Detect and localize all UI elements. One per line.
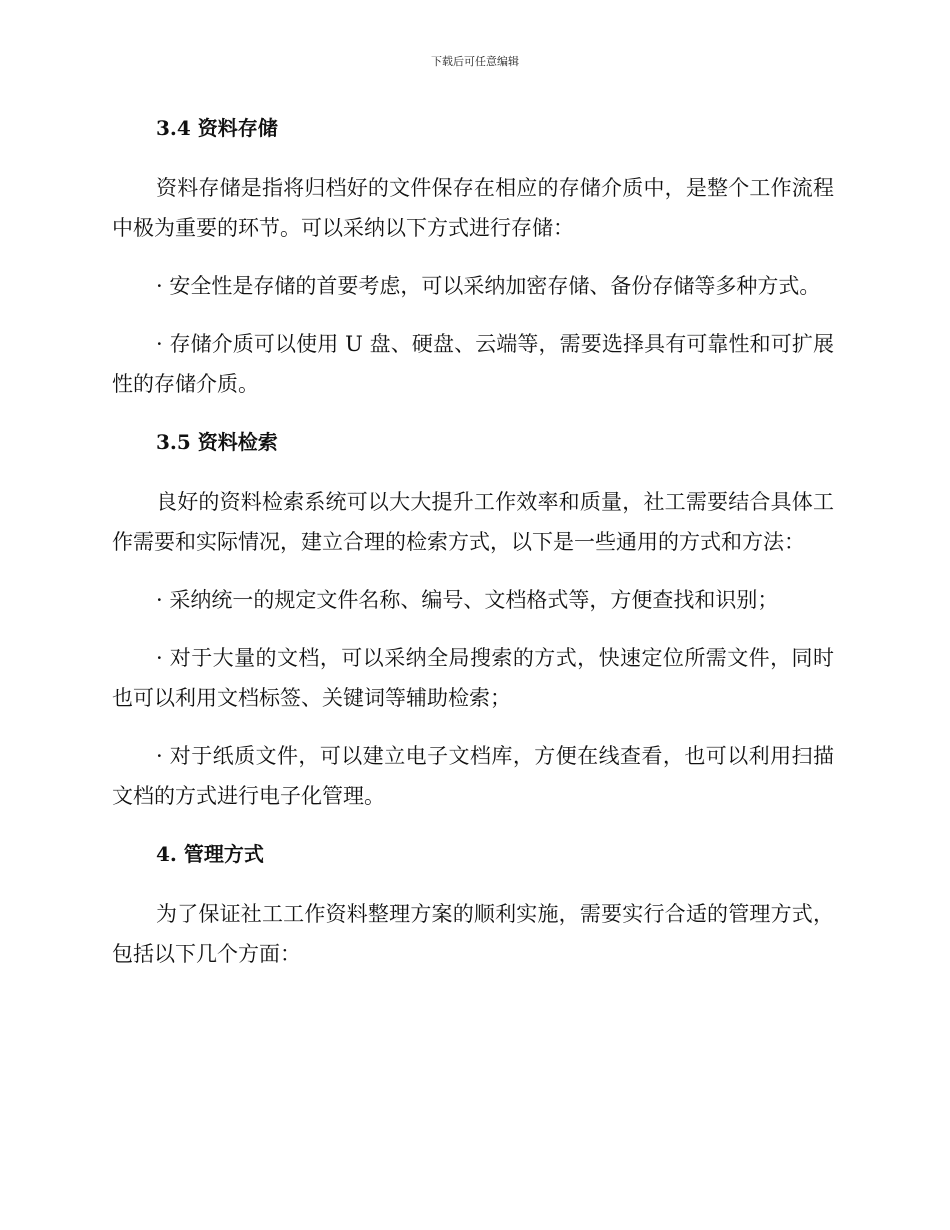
paragraph: 良好的资料检索系统可以大大提升工作效率和质量，社工需要结合具体工作需要和实际情况，建立合理的检索方式，以下是一些通用的方式和方法：	[112, 490, 834, 554]
section-heading-3-5: 3.5 资料检索	[156, 430, 278, 454]
bullet-item: · 对于纸质文件，可以建立电子文档库，方便在线查看，也可以利用扫描文档的方式进行电子化管理。	[112, 744, 834, 808]
paragraph: 资料存储是指将归档好的文件保存在相应的存储介质中，是整个工作流程中极为重要的环节。可以采纳以下方式进行存储：	[112, 176, 834, 240]
bullet-item: · 对于大量的文档，可以采纳全局搜索的方式，快速定位所需文件，同时也可以利用文档标签、关键词等辅助检索；	[112, 646, 834, 710]
document-body	[112, 108, 834, 992]
bullet-item: · 存储介质可以使用 U 盘、硬盘、云端等，需要选择具有可靠性和可扩展性的存储介质。	[112, 332, 834, 396]
page-header: 下载后可任意编辑	[431, 55, 519, 68]
bullet-item: · 安全性是存储的首要考虑，可以采纳加密存储、备份存储等多种方式。	[156, 274, 821, 298]
section-heading-3-4: 3.4 资料存储	[156, 116, 278, 140]
paragraph: 为了保证社工工作资料整理方案的顺利实施，需要实行合适的管理方式，包括以下几个方面：	[112, 902, 834, 966]
section-heading-4: 4. 管理方式	[156, 842, 264, 866]
bullet-item: · 采纳统一的规定文件名称、编号、文档格式等，方便查找和识别；	[156, 588, 779, 612]
